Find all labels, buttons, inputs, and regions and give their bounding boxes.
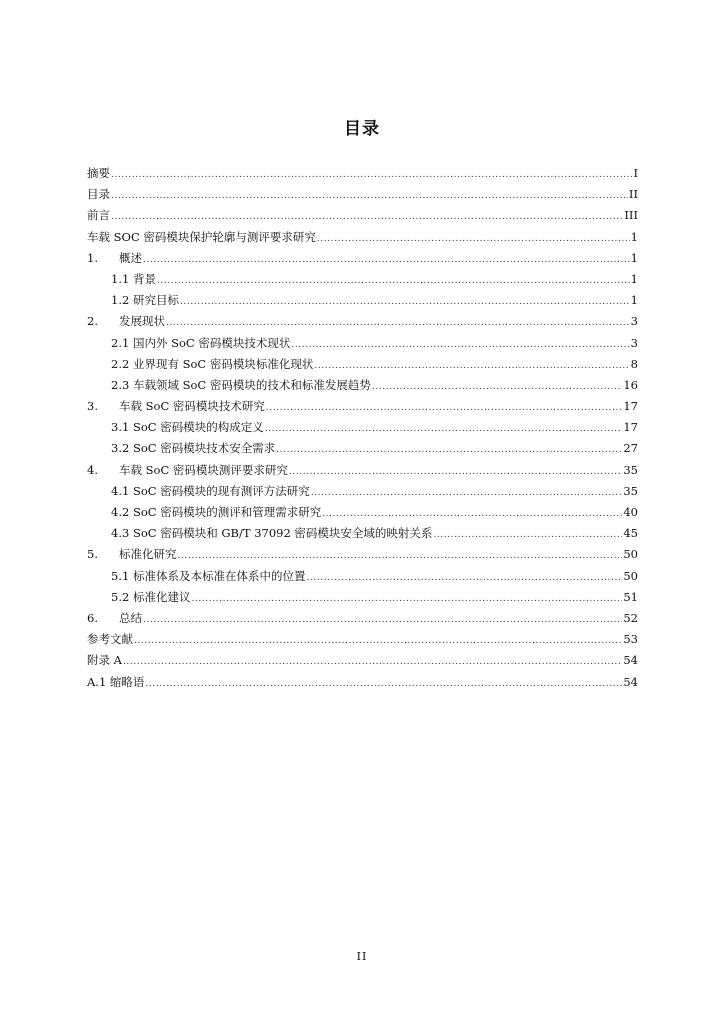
toc-entry-label: 5.2 标准化建议 xyxy=(111,589,191,604)
toc-entry-page: 50 xyxy=(623,547,638,562)
toc-entry-label: 3.1 SoC 密码模块的构成定义 xyxy=(111,420,264,435)
toc-entry-label: A.1 缩略语 xyxy=(87,674,145,689)
toc-entry-label: 总结 xyxy=(119,610,142,625)
dot-leader xyxy=(191,589,622,610)
toc-entry[interactable] xyxy=(87,608,638,629)
dot-leader xyxy=(266,398,622,419)
toc-entry-label: 2.3 车载领域 SoC 密码模块的技术和标准发展趋势 xyxy=(111,377,371,392)
toc-entry-label: 前言 xyxy=(87,208,110,223)
toc-entry[interactable] xyxy=(87,269,638,290)
toc-entry-page: 1 xyxy=(630,250,638,265)
toc-entry-page: II xyxy=(628,187,638,202)
toc-entry[interactable] xyxy=(87,354,638,375)
toc-entry-label: 车载 SOC 密码模块保护轮廓与测评要求研究 xyxy=(87,229,316,244)
dot-leader xyxy=(322,504,622,525)
toc-entry[interactable] xyxy=(87,438,638,459)
dot-leader xyxy=(123,652,622,673)
toc-entry[interactable] xyxy=(87,544,638,565)
toc-entry-page: 54 xyxy=(623,674,638,689)
dot-leader xyxy=(291,335,629,356)
dot-leader xyxy=(145,674,622,695)
toc-entry-page: 27 xyxy=(623,441,638,456)
toc-entry-label: 1.1 背景 xyxy=(111,271,156,286)
toc-entry[interactable] xyxy=(87,502,638,523)
toc-entry-label: 发展现状 xyxy=(119,314,165,329)
dot-leader xyxy=(276,440,622,461)
toc-entry-page: I xyxy=(633,166,638,180)
toc-entry[interactable] xyxy=(87,375,638,396)
dot-leader xyxy=(265,419,623,440)
toc-entry[interactable] xyxy=(87,311,638,332)
table-of-contents xyxy=(87,163,638,693)
toc-entry[interactable] xyxy=(87,163,638,184)
dot-leader xyxy=(178,546,623,567)
toc-entry[interactable] xyxy=(87,650,638,671)
dot-leader xyxy=(289,462,622,483)
toc-entry-page: 35 xyxy=(623,483,638,498)
toc-entry-page: 53 xyxy=(623,632,638,647)
toc-entry[interactable] xyxy=(87,333,638,354)
toc-entry[interactable] xyxy=(87,290,638,311)
toc-entry-number: 5. xyxy=(87,547,98,562)
toc-entry-page: 1 xyxy=(630,229,638,244)
toc-entry-page: 45 xyxy=(623,526,638,541)
toc-entry-label: 标准化研究 xyxy=(119,547,177,562)
toc-entry-label: 3.2 SoC 密码模块技术安全需求 xyxy=(111,441,276,456)
dot-leader xyxy=(317,229,630,250)
toc-entry[interactable] xyxy=(87,566,638,587)
toc-entry-page: III xyxy=(624,208,638,223)
toc-entry-label: 车载 SoC 密码模块技术研究 xyxy=(119,399,265,414)
toc-entry[interactable] xyxy=(87,629,638,650)
toc-entry-page: 50 xyxy=(623,568,638,583)
toc-entry-label: 2.1 国内外 SoC 密码模块技术现状 xyxy=(111,335,291,350)
toc-entry[interactable] xyxy=(87,184,638,205)
dot-leader xyxy=(306,568,622,589)
toc-entry-label: 4.3 SoC 密码模块和 GB/T 37092 密码模块安全域的映射关系 xyxy=(111,526,433,541)
toc-entry[interactable] xyxy=(87,205,638,226)
toc-entry-number: 4. xyxy=(87,462,98,477)
dot-leader xyxy=(111,165,632,186)
toc-entry-label: 2.2 业界现有 SoC 密码模块标准化现状 xyxy=(111,356,314,371)
dot-leader xyxy=(311,483,623,504)
dot-leader xyxy=(111,186,628,207)
toc-entry-page: 40 xyxy=(623,505,638,519)
dot-leader xyxy=(111,207,623,228)
dot-leader xyxy=(134,631,622,652)
toc-entry[interactable] xyxy=(87,227,638,248)
toc-entry-label: 5.1 标准体系及本标准在体系中的位置 xyxy=(111,568,306,583)
dot-leader xyxy=(157,271,630,292)
toc-entry-page: 1 xyxy=(630,271,638,286)
dot-leader xyxy=(166,313,630,334)
dot-leader xyxy=(433,525,622,546)
toc-entry-label: 附录 A xyxy=(87,653,122,668)
toc-entry-label: 车载 SoC 密码模块测评要求研究 xyxy=(119,462,288,477)
page-number: II xyxy=(356,950,368,963)
toc-entry-number: 3. xyxy=(87,399,98,414)
toc-entry-label: 1.2 研究目标 xyxy=(111,293,179,308)
toc-entry[interactable] xyxy=(87,481,638,502)
dot-leader xyxy=(143,610,622,631)
toc-entry[interactable] xyxy=(87,523,638,544)
toc-entry-label: 4.1 SoC 密码模块的现有测评方法研究 xyxy=(111,483,310,498)
toc-entry-page: 17 xyxy=(623,399,638,414)
toc-entry-page: 52 xyxy=(623,610,638,625)
toc-entry-number: 2. xyxy=(87,314,98,329)
toc-entry-label: 目录 xyxy=(87,187,110,202)
dot-leader xyxy=(143,250,630,271)
toc-entry[interactable] xyxy=(87,460,638,481)
toc-entry-label: 4.2 SoC 密码模块的测评和管理需求研究 xyxy=(111,505,322,519)
dot-leader xyxy=(372,377,623,398)
toc-entry-number: 1. xyxy=(87,250,98,265)
toc-entry[interactable] xyxy=(87,248,638,269)
toc-entry-label: 摘要 xyxy=(87,166,110,180)
toc-entry-page: 17 xyxy=(623,420,638,435)
toc-entry-page: 1 xyxy=(630,293,638,308)
toc-entry-page: 3 xyxy=(630,335,638,350)
dot-leader xyxy=(180,292,630,313)
toc-entry[interactable] xyxy=(87,672,638,693)
dot-leader xyxy=(314,356,629,377)
toc-entry-page: 35 xyxy=(623,462,638,477)
toc-entry-number: 6. xyxy=(87,610,98,625)
toc-entry-label: 概述 xyxy=(119,250,142,265)
toc-entry-page: 51 xyxy=(623,589,638,604)
toc-entry-page: 3 xyxy=(630,314,638,329)
toc-entry-page: 54 xyxy=(623,653,638,668)
toc-entry[interactable] xyxy=(87,587,638,608)
toc-entry-page: 8 xyxy=(630,356,638,371)
page-title: 目录 xyxy=(344,119,380,139)
toc-entry[interactable] xyxy=(87,396,638,417)
toc-entry-label: 参考文献 xyxy=(87,632,133,647)
toc-entry-page: 16 xyxy=(623,377,638,392)
toc-entry[interactable] xyxy=(87,417,638,438)
